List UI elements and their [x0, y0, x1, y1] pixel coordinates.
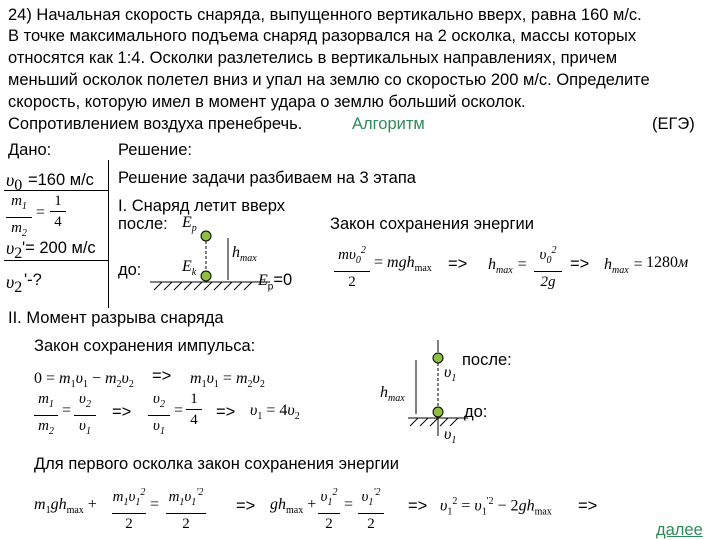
fragment-energy-frac-4: $\upsilon_1^{'2}$ 2: [358, 484, 384, 533]
problem-line-1: 24) Начальная скорость снаряда, выпущенного вертикально вверх, равна 160 м/с.: [8, 6, 642, 24]
arrow-8: =>: [578, 497, 598, 515]
problem-line-5: скорость, которую имел в момент удара о землю больший осколок.: [8, 93, 526, 111]
stage2-title: II. Момент разрыва снаряда: [8, 309, 224, 327]
given-divider: [108, 160, 109, 308]
arrow-5: =>: [216, 403, 236, 421]
hmax-formula-frac: $\upsilon_0^2$ 2g: [534, 242, 562, 291]
first-fragment-label: Для первого осколка закон сохранения энергии: [34, 455, 399, 473]
arrow-4: =>: [112, 403, 132, 421]
hmax-formula-lhs: $h_{max}$ =: [488, 256, 528, 277]
given-v0-value: =160 м/с: [28, 171, 94, 189]
energy-law-label: Закон сохранения энергии: [330, 215, 534, 233]
fragment-energy-frac-2: $m_1\upsilon_1^{'2}$ 2: [166, 484, 206, 533]
equals-5: =: [344, 496, 354, 513]
momentum-equation: $0 = m_1\upsilon_1 - m_2\upsilon_2$: [34, 370, 134, 391]
given-ratio-fraction: 1 4: [50, 192, 66, 231]
fragment-top-icon: [433, 353, 443, 363]
energy-formula-lhs: $m\upsilon_0^2$ 2: [334, 242, 370, 291]
equals-4: =: [150, 496, 160, 513]
fragment-bottom-icon: [433, 407, 443, 417]
hmax-result: 1280м: [646, 254, 689, 271]
given-v2-value: '= 200 м/с: [22, 239, 96, 257]
fragment-energy-final: $\upsilon_1^2 = \upsilon_1^{'2} - 2gh_{max}$: [440, 496, 552, 518]
given-v2-question: '-?: [24, 271, 42, 289]
mass-fraction-2: $m_1$ $m_2$: [34, 390, 58, 441]
algorithm-link[interactable]: Алгоритм: [352, 115, 425, 133]
stage2-before-label: до:: [464, 403, 488, 421]
stage1-before-label: до:: [118, 261, 142, 279]
hmax-result-label: $h_{max}$ =: [604, 256, 644, 277]
given-mass-fraction: $m_1$ $m_2$: [6, 192, 32, 243]
ratio-fraction: 1 4: [186, 390, 202, 429]
stage1-ek-symbol: $E_k$: [182, 258, 197, 279]
next-link[interactable]: далее: [656, 521, 703, 539]
projectile-top-icon: [201, 231, 211, 241]
energy-formula-rhs: = mgh$_{max}$: [374, 254, 432, 275]
given-v0: $\upsilon_0$: [6, 170, 23, 195]
problem-line-2: В точке максимального подъема снаряд разорвался на 2 осколка, массы которых: [8, 27, 637, 45]
given-v2: $\upsilon_2$: [6, 238, 23, 263]
fragment-energy-frac-1: $m_1\upsilon_1^2$ 2: [112, 487, 146, 532]
problem-line-4: меньший осколок полетел вниз и упал на землю со скоростью 200 м/с. Определите: [8, 71, 650, 89]
stage1-title: I. Снаряд летит вверх: [118, 197, 286, 215]
equals-3: =: [174, 402, 184, 419]
given-label: Дано:: [8, 141, 52, 159]
given-v2-unknown: $\upsilon_2$: [6, 272, 23, 297]
problem-line-3: относятся как 1:4. Осколки разлетелись в вертикальных направлениях, причем: [8, 49, 618, 67]
source-label: (ЕГЭ): [652, 115, 695, 133]
momentum-equation-2: $m_1\upsilon_1 = m_2\upsilon_2$: [190, 370, 265, 391]
fragment-energy-rhs-1: $gh_{max}$ +: [270, 496, 317, 517]
stage1-ep-symbol: $E_p$: [182, 214, 197, 235]
problem-line-6: Сопротивлением воздуха пренебречь.: [8, 115, 303, 133]
stage1-ep-bottom: $E_p=0$: [258, 271, 293, 293]
stage1-after-label: после:: [118, 215, 168, 233]
given-equals: =: [36, 204, 46, 221]
solution-label: Решение:: [118, 141, 192, 159]
v1-result: $\upsilon_1 = 4\upsilon_2$: [250, 402, 300, 423]
stage2-after-label: после:: [462, 351, 512, 369]
arrow-2: =>: [570, 255, 590, 273]
hmax-label: $h_{max}$: [232, 244, 257, 265]
velocity-fraction-2: $\upsilon_2$ $\upsilon_1$: [148, 390, 170, 441]
momentum-law-label: Закон сохранения импульса:: [34, 337, 256, 355]
arrow-3: =>: [152, 367, 172, 385]
arrow-6: =>: [236, 497, 256, 515]
fragment-energy-lhs: $m_1gh_{max}$ +: [34, 496, 97, 517]
fragment-energy-frac-3: $\upsilon_1^2$ 2: [318, 484, 340, 533]
equals-2: =: [62, 402, 72, 419]
arrow-1: =>: [448, 255, 468, 273]
stage2-v1-label: $\upsilon_1$: [444, 364, 457, 385]
given-separator-1: [4, 190, 108, 191]
velocity-fraction-1: $\upsilon_2$ $\upsilon_1$: [74, 390, 96, 441]
solution-intro: Решение задачи разбиваем на 3 этапа: [118, 169, 416, 187]
given-separator-2: [4, 260, 108, 261]
stage2-hmax-label: $h_{max}$: [380, 384, 405, 405]
stage2-v1-bottom-label: $\upsilon_1$: [444, 426, 457, 447]
arrow-7: =>: [408, 497, 428, 515]
projectile-bottom-icon: [201, 271, 211, 281]
